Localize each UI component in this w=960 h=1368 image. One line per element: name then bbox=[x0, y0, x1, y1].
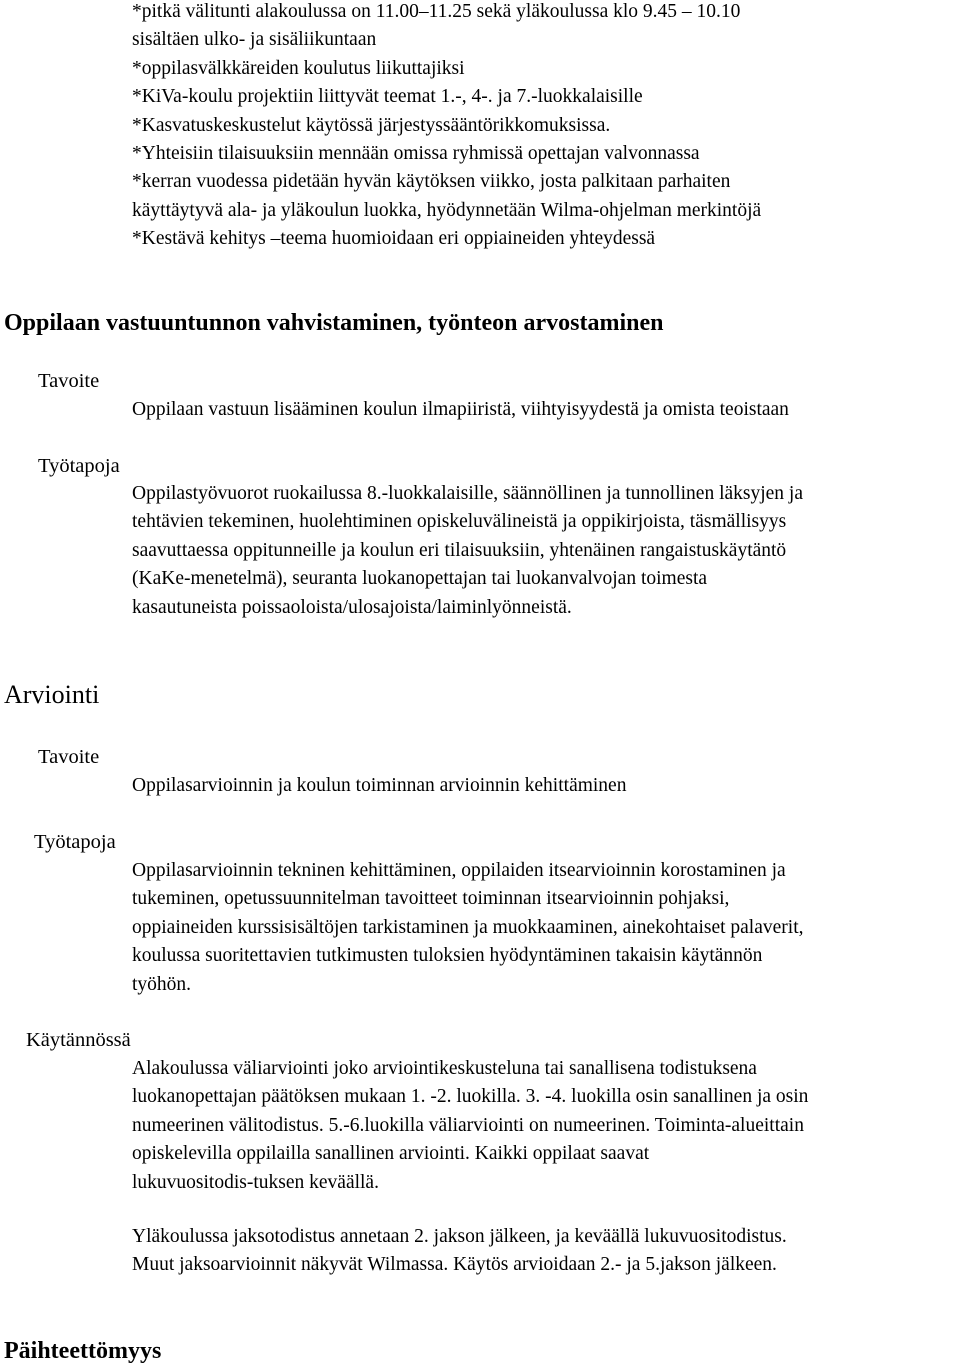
methods-line: koulussa suoritettavien tutkimusten tuloksien hyödyntäminen takaisin käytännön bbox=[132, 945, 763, 967]
practice-label: Käytännössä bbox=[26, 1029, 131, 1051]
goal-line: Oppilasarvioinnin ja koulun toiminnan arvioinnin kehittäminen bbox=[132, 775, 627, 796]
goal-text bbox=[132, 772, 626, 800]
methods-line: tehtävien tekeminen, huolehtiminen opiskeluvälineistä ja oppikirjoista, täsmällisyys bbox=[132, 511, 787, 533]
methods-line: (KaKe-menetelmä), seuranta luokanopettajan tai luokanvalvojan toimesta bbox=[132, 568, 708, 590]
practice-line: Muut jaksoarvioinnit näkyvät Wilmassa. Käytös arvioidaan 2.- ja 5.jakson jälkeen. bbox=[132, 1254, 777, 1276]
methods-line: työhön. bbox=[132, 973, 192, 995]
methods-label: Työtapoja bbox=[34, 831, 116, 853]
section-heading-substance-free: Päihteettömyys bbox=[4, 1338, 162, 1364]
practice-line: opiskelevilla oppilailla sanallinen arviointi. Kaikki oppilaat saavat bbox=[132, 1143, 650, 1165]
goal-text bbox=[132, 396, 789, 424]
practice-text-secondary bbox=[132, 1223, 787, 1280]
intro-line: käyttäytyvä ala- ja yläkoulun luokka, hyödynnetään Wilma-ohjelman merkintöjä bbox=[132, 199, 762, 221]
methods-line: Oppilastyövuorot ruokailussa 8.-luokkalaisille, säännöllinen ja tunnollinen läksyjen ja bbox=[132, 483, 803, 504]
section-heading-assessment: Arviointi bbox=[4, 680, 100, 709]
methods-line: saavuttaessa oppitunneille ja koulun eri tilaisuuksiin, yhtenäinen rangaistuskäytäntö bbox=[132, 539, 787, 561]
methods-text bbox=[132, 857, 803, 999]
intro-line: *Yhteisiin tilaisuuksiin mennään omissa ryhmissä opettajan valvonnassa bbox=[132, 143, 700, 165]
practice-line: luokanopettajan päätöksen mukaan 1. -2. luokilla. 3. -4. luokilla osin sanallinen ja osin bbox=[132, 1086, 809, 1108]
intro-line: *kerran vuodessa pidetään hyvän käytöksen viikko, josta palkitaan parhaiten bbox=[132, 171, 731, 193]
methods-line: tukeminen, opetussuunnitelman tavoitteet toiminnan itsearvioinnin pohjaksi, bbox=[132, 888, 730, 910]
intro-list bbox=[132, 0, 761, 254]
intro-line: *pitkä välitunti alakoulussa on 11.00–11.25 sekä yläkoulussa klo 9.45 – 10.10 bbox=[132, 1, 741, 22]
section-heading-responsibility: Oppilaan vastuuntunnon vahvistaminen, työnteon arvostaminen bbox=[4, 310, 664, 336]
intro-line: *Kasvatuskeskustelut käytössä järjestyssääntörikkomuksissa. bbox=[132, 114, 611, 136]
methods-line: kasautuneista poissaoloista/ulosajoista/laiminlyönneistä. bbox=[132, 596, 572, 618]
practice-line: Yläkoulussa jaksotodistus annetaan 2. jakson jälkeen, ja keväällä lukuvuositodistus. bbox=[132, 1226, 787, 1247]
methods-text bbox=[132, 480, 803, 622]
goal-label: Tavoite bbox=[38, 746, 100, 768]
intro-line: *oppilasvälkkäreiden koulutus liikuttajiksi bbox=[132, 57, 465, 79]
practice-line: numeerinen välitodistus. 5.-6.luokilla väliarviointi on numeerinen. Toiminta-alueittain bbox=[132, 1114, 804, 1136]
intro-line: *Kestävä kehitys –teema huomioidaan eri oppiaineiden yhteydessä bbox=[132, 228, 656, 250]
practice-line: lukuvuositodis-tuksen keväällä. bbox=[132, 1171, 379, 1193]
methods-label: Työtapoja bbox=[38, 455, 120, 477]
practice-line: Alakoulussa väliarviointi joko arviointikeskusteluna tai sanallisena todistuksena bbox=[132, 1058, 757, 1079]
methods-line: Oppilasarvioinnin tekninen kehittäminen, oppilaiden itsearvioinnin korostaminen ja bbox=[132, 860, 786, 881]
intro-line: *KiVa-koulu projektiin liittyvät teemat 1.-, 4-. ja 7.-luokkalaisille bbox=[132, 86, 643, 108]
goal-line: Oppilaan vastuun lisääminen koulun ilmapiiristä, viihtyisyydestä ja omista teoistaan bbox=[132, 399, 789, 420]
practice-text bbox=[132, 1055, 808, 1197]
intro-line: sisältäen ulko- ja sisäliikuntaan bbox=[132, 29, 377, 51]
methods-line: oppiaineiden kurssisisältöjen tarkistaminen ja muokkaaminen, ainekohtaiset palaverit, bbox=[132, 916, 804, 938]
goal-label: Tavoite bbox=[38, 370, 100, 392]
